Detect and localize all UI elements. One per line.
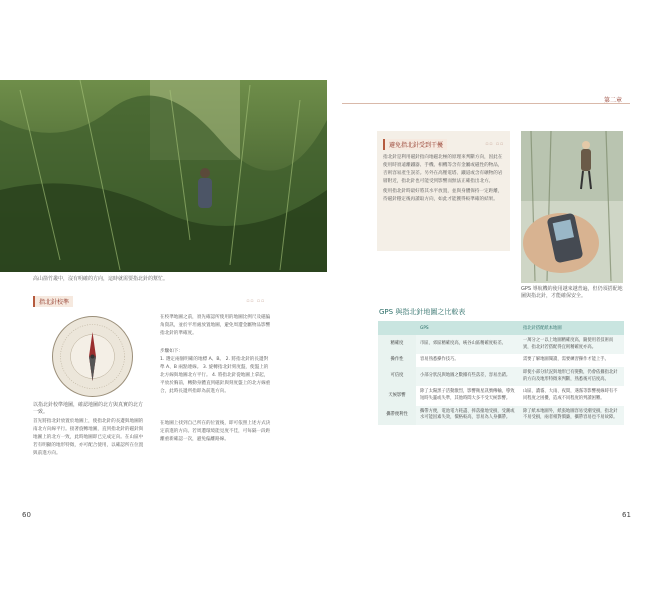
table-row [378,335,624,354]
column1-body: 首先將指北針放置於地圖上，使指北針的長邊與地圖的南北方向線平行。接著旋轉地圖，直到指北針的磁針與地圖上的北方一致，此時地圖即已完成定向。在山區中若有明顯的地形特徵，亦可配合使用，以確認所在位置與前進方向。 [33,419,144,457]
compass-cell: 需要了解地圖閱讀，需要練習操作才能上手。 [519,354,624,367]
gps-cell: 小部分狀況與地圖之數據有些落差，容易出錯。 [416,367,519,386]
row-label: 精確度 [378,335,416,354]
steps-list: 1. 選定兩個明確的地標 A、B。 2. 將指北針的長邊對準 A、B 兩點連線。 3. 旋轉指北針刻度盤，使盤上的北方線與地圖北方平行。 4. 將指北針從地圖上拿起，平放於胸前，轉動身體直到磁針與刻度盤上的北方線重合，此時長邊所指即為前進方向。 [160,357,271,395]
gps-device-photo [521,131,623,283]
box-body2: 使用指北針時最好將其水平放置，並與身體保持一定距離，待磁針穩定後再讀取方向，如此才能獲得較準確的結果。 [383,189,503,203]
chapter-rule [342,103,630,104]
table-row [378,354,624,367]
sidebar-box [377,131,510,251]
box-deco: ▫▫ ▫▫ [485,142,504,147]
column2-body2: 在地圖上找到自己所在的位置後，即可依照上述方式決定前進的方向。若周遭環境能見度不佳，可每隔一段距離重新確認一次，避免偏離路線。 [160,421,271,443]
row-label: 操作性 [378,354,416,367]
comparison-table [378,321,624,425]
table-row [378,386,624,405]
bamboo-forest-photo [0,80,327,272]
section-deco: ▫▫ ▫▫ [246,299,265,304]
compass-cell: 一萬分之一以上地圖精確度高，隨使用者技術而異，指北針若搭配得宜則精確度亦高。 [519,335,624,354]
chapter-label: 第二章 [604,97,623,104]
gps-photo-caption: GPS 導航機的使用越來越普遍，但仍須搭配地圖與指北針，才能確保安全。 [521,286,623,299]
gps-cell: 市區、郊區精確度高，峽谷山區精確度較差。 [416,335,519,354]
row-label: 攜帶便利性 [378,406,416,425]
row-label: 可信度 [378,367,416,386]
row-label: 天候影響 [378,386,416,405]
compass-cell: 山區、濃霧、大雨、夜間，遇霧等影響視線時有不同程度之困擾，造成不同程度的判讀困難。 [519,386,624,405]
table-header-gps: GPS [416,321,519,335]
gps-cell: 攜帶方便，電池電力耗盡、摔落撞地受損，受潮或水可能因素失效，價格較高，容易為人身攜帶。 [416,406,519,425]
page-number-right: 61 [622,511,631,519]
table-row [378,367,624,386]
table-header-blank [378,321,416,335]
gps-cell: 容易熟悉操作技巧。 [416,354,519,367]
steps-title: 步驟如下： [160,349,183,354]
photo-caption: 高山箭竹叢中，沒有明確的方向，這時就需要指北針的幫忙。 [33,276,169,282]
column2-body: 在校準地圖之前，須先確認所使用的地圖比例尺及磁偏角資訊，並於平坦處放置地圖，避免周遭金屬物品影響指北針的準確度。 [160,315,271,337]
section-header [33,296,265,307]
table-header-row [378,321,624,335]
gps-cell: 除了太陽黑子活動激烈，影響衛星訊號傳輸，導致短時失靈或失準，其他時間大多不受天候影響。 [416,386,519,405]
compass-illustration [50,314,135,399]
table-row [378,406,624,425]
box-body: 指北針是利用磁針指向地磁北極的原理來判斷方向，因此在使用時須遠離鐵器、手機、相機等含有金屬或磁性的物品，否則容易產生誤差。另外在高壓電塔、鐵道或含有礦物的岩層附近，指北針也可能受到影響而無法正確指出北方。 [383,155,503,185]
table-title: GPS 與指北針地圖之比較表 [379,308,466,316]
table-header-compass: 指北針搭配紙本地圖 [519,321,624,335]
compass-cell: 除了紙本地圖外，紙張地圖容易受潮受損，指北針不易受損，兩者相對價廉，攜帶容易也不易故障。 [519,406,624,425]
compass-caption: 以指北針校準地圖，確認地圖的北方與真實的北方一致。 [33,402,144,415]
box-title: 避免指北針受到干擾 [383,139,447,150]
page-number-left: 60 [22,511,31,519]
compass-cell: 即使小部分狀況與地形已有變動，仍會依據指北針的方向及地形特徵來判斷，熟悉後可信度高。 [519,367,624,386]
section-title: 指北針校準 [33,296,73,307]
